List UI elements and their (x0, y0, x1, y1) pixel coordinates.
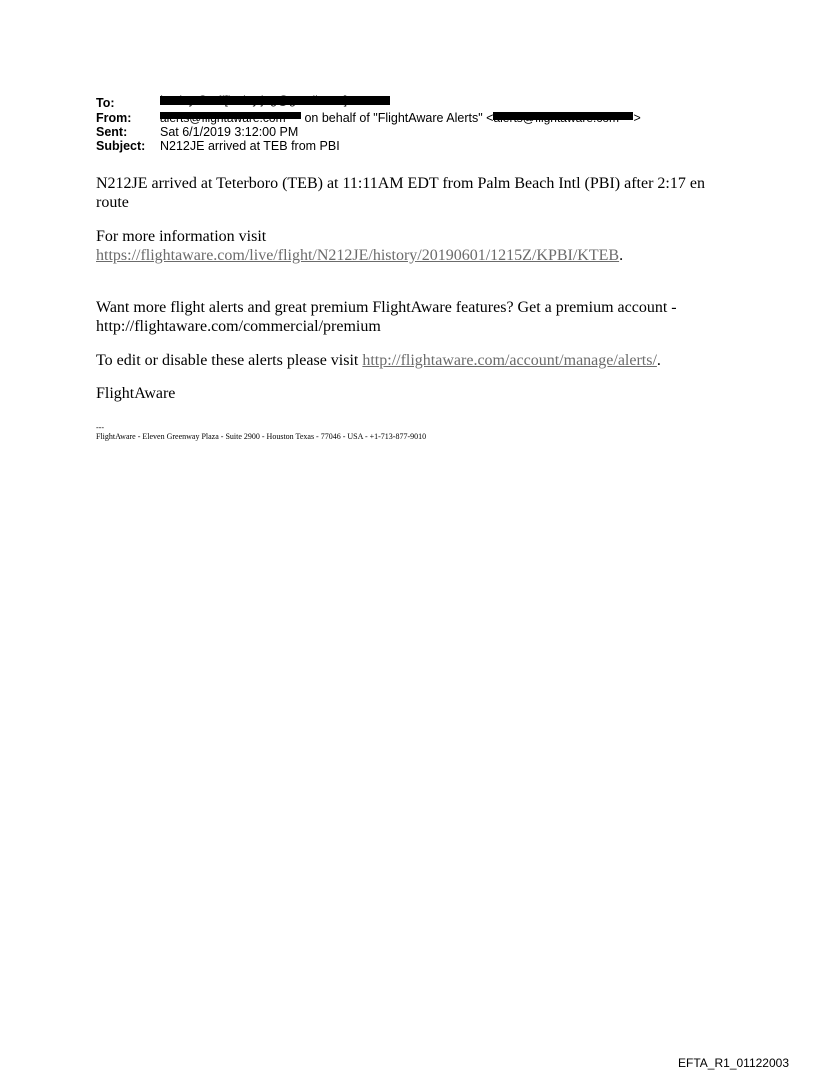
edit-alerts-paragraph (96, 351, 736, 370)
subject-value: N212JE arrived at TEB from PBI (160, 139, 340, 153)
signature: FlightAware (96, 385, 176, 402)
sent-label: Sent: (96, 125, 128, 139)
footer-address: FlightAware - Eleven Greenway Plaza - Suite 2900 - Houston Texas - 77046 - USA - +1-713-877-9010 (96, 432, 427, 441)
to-value (160, 96, 390, 111)
from-redaction-bar-1 (160, 112, 301, 119)
more-info-label: For more information visit (96, 228, 267, 245)
sent-value: Sat 6/1/2019 3:12:00 PM (160, 125, 299, 139)
sent-row (96, 125, 641, 139)
more-info-paragraph (96, 227, 736, 265)
subject-row (96, 139, 641, 153)
alerts-link-suffix: . (656, 352, 661, 369)
flight-history-link[interactable]: https://flightaware.com/live/flight/N212JE/history/20190601/1215Z/KPBI/KTEB (96, 247, 620, 264)
email-header (96, 96, 641, 153)
subject-label: Subject: (96, 139, 146, 153)
history-link-suffix: . (619, 247, 624, 264)
from-redaction-bar-2 (493, 112, 633, 120)
edit-alerts-text: To edit or disable these alerts please visit (96, 352, 363, 369)
arrival-paragraph: N212JE arrived at Teterboro (TEB) at 11:11AM EDT from Palm Beach Intl (PBI) after 2:17 en route (96, 175, 705, 211)
from-value (160, 111, 641, 125)
from-row (96, 111, 641, 125)
from-value-middle: on behalf of "FlightAware Alerts" < (301, 111, 494, 125)
from-value-end: > (633, 111, 641, 125)
to-value-redacted-text (160, 93, 390, 97)
premium-paragraph: Want more flight alerts and great premium FlightAware features? Get a premium account - http://flightaware.com/commercial/premium (96, 299, 677, 335)
to-label: To: (96, 96, 115, 110)
document-id: EFTA_R1_01122003 (678, 1056, 789, 1070)
from-redaction-1 (160, 112, 301, 124)
footer-separator: --- (96, 423, 104, 432)
email-footer (96, 423, 426, 441)
from-redaction-2 (493, 112, 633, 124)
from-label: From: (96, 111, 132, 125)
manage-alerts-link[interactable]: http://flightaware.com/account/manage/alerts/ (362, 352, 657, 369)
to-row (96, 96, 641, 111)
